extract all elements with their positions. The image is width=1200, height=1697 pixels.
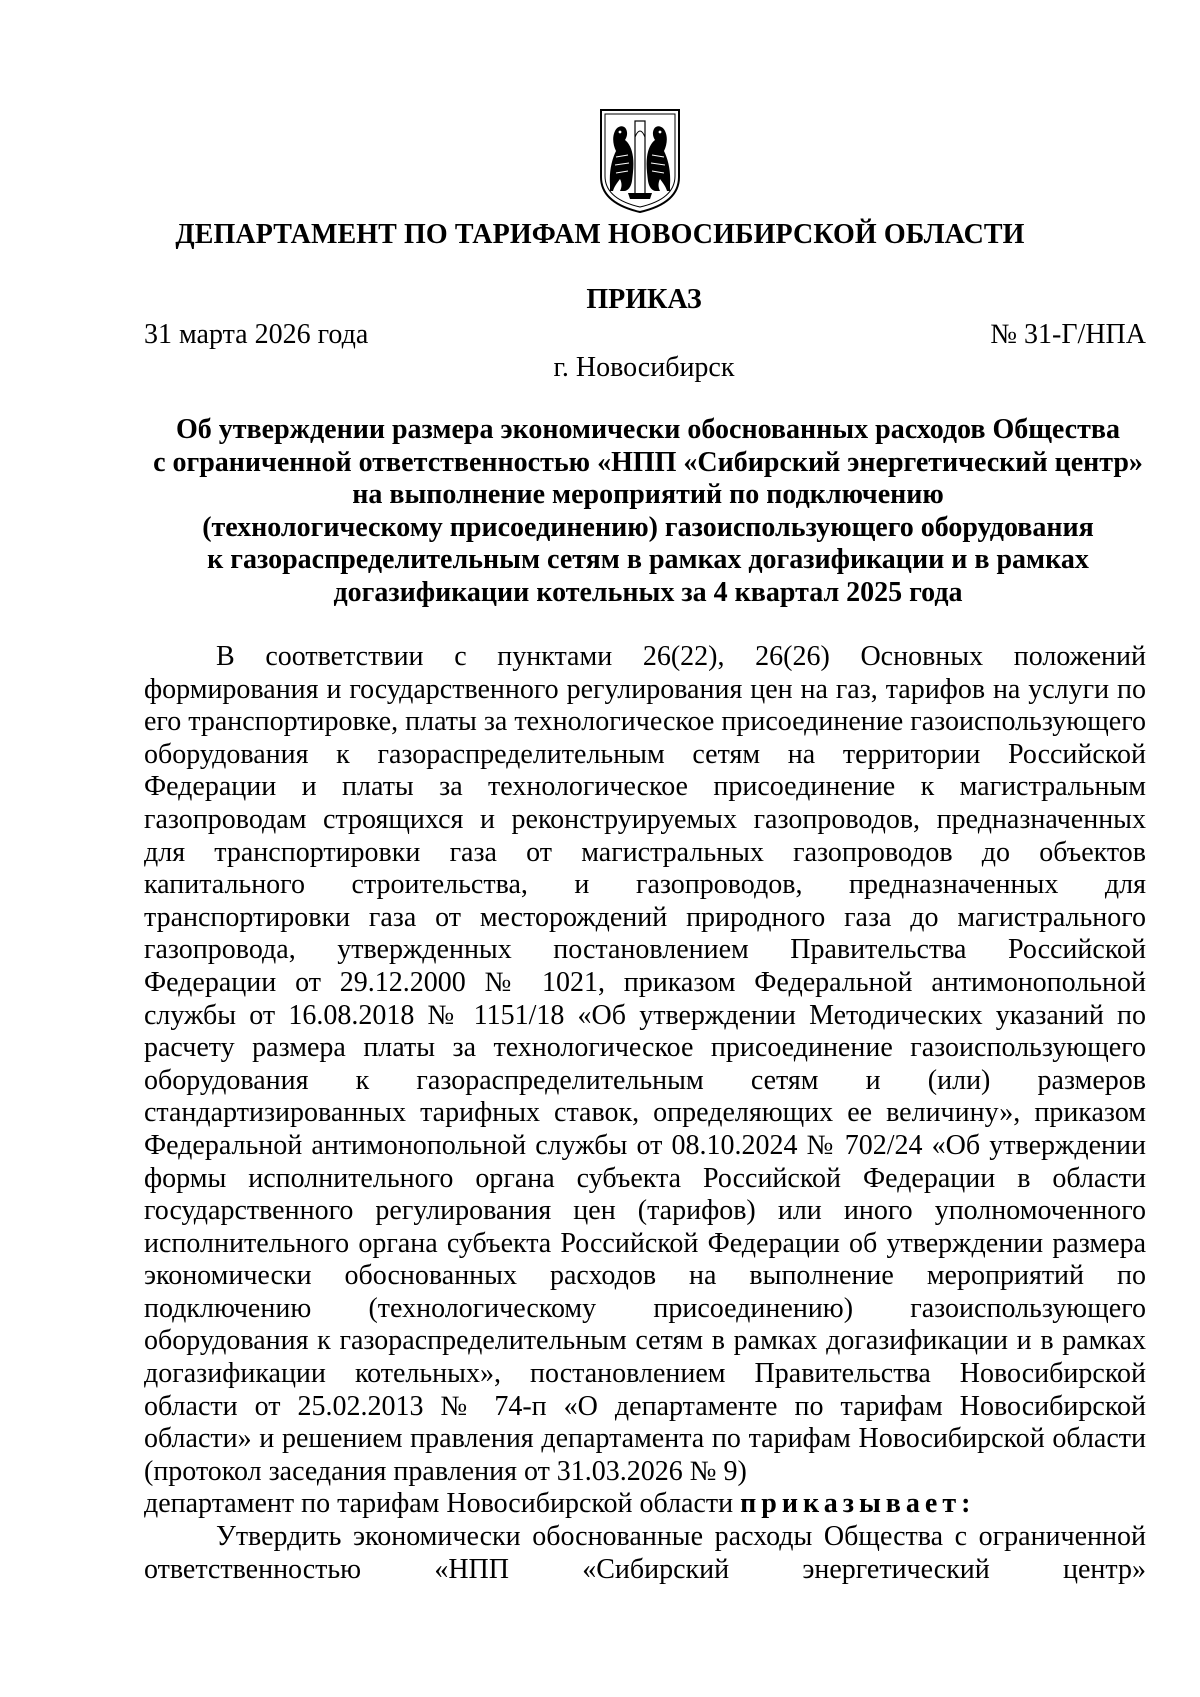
order-date: 31 марта 2026 года — [144, 319, 369, 350]
heading-line: догазификации котельных за 4 квартал 2025 года — [333, 576, 963, 608]
heading-line: (технологическому присоединению) газоиспользующего оборудования — [202, 511, 1094, 543]
order-city: г. Новосибирск — [553, 352, 735, 383]
order-number: № 31-Г/НПА — [990, 319, 1146, 350]
decree-prefix: департамент по тарифам Новосибирской области — [144, 1488, 734, 1520]
document-body — [144, 641, 1146, 1586]
heading-line: к газораспределительным сетям в рамках догазификации и в рамках — [207, 544, 1089, 575]
heading-line: Об утверждении размера экономически обоснованных расходов Общества — [176, 414, 1120, 445]
document-heading — [80, 414, 1200, 609]
document-type: ПРИКАЗ — [586, 284, 702, 315]
heading-line: на выполнение мероприятий по подключению — [352, 479, 944, 510]
decree-word: приказывает: — [740, 1488, 976, 1520]
clause-paragraph: Утвердить экономически обоснованные расходы Общества с ограниченной ответственностью «НПП «Сибирский энергетический центр» — [144, 1521, 1146, 1585]
decree-paragraph — [144, 1488, 1146, 1521]
preamble-paragraph: В соответствии с пунктами 26(22), 26(26) Основных положений формирования и государственного регулирования цен на газ, тарифов на услуги по его транспортировке, платы за технологическое присоединение газоиспользующего оборудования к газораспределительным сетям на территории Российской Федерации и платы за технологическое присоединение к магистральным газопроводам строящихся и реконструируемых газопроводов, предназначенных для транспортировки газа от магистральных газопроводов до объектов капитального строительства, и газопроводов, предназначенных для транспортировки газа от месторождений природного газа до магистрального газопровода, утвержденных постановлением Правительства Российской Федерации от 29.12.2000 № 1021, приказом Федеральной антимонопольной службы от 16.08.2018 № 1151/18 «Об утверждении Методических указаний по расчету размера платы за технологическое присоединение газоиспользующего оборудования к газораспределительным сетям и (или) размеров стандартизированных тарифных ставок, определяющих ее величину», приказом Федеральной антимонопольной службы от 08.10.2024 № 702/24 «Об утверждении формы исполнительного органа субъекта Российской Федерации в области государственного регулирования цен (тарифов) или иного уполномоченного исполнительного органа субъекта Российской Федерации об утверждении размера экономически обоснованных расходов на выполнение мероприятий по подключению (технологическому присоединению) газоиспользующего оборудования к газораспределительным сетям в рамках догазификации и в рамках догазификации котельных», постановлением Правительства Новосибирской области от 25.02.2013 № 74-п «О департаменте по тарифам Новосибирской области» и решением правления департамента по тарифам Новосибирской области (протокол заседания правления от 31.03.2026 № 9) — [144, 641, 1146, 1487]
coat-of-arms-icon — [598, 107, 682, 215]
department-title: ДЕПАРТАМЕНТ ПО ТАРИФАМ НОВОСИБИРСКОЙ ОБЛАСТИ — [175, 219, 1025, 250]
heading-line: с ограниченной ответственностью «НПП «Сибирский энергетический центр» — [153, 446, 1143, 478]
